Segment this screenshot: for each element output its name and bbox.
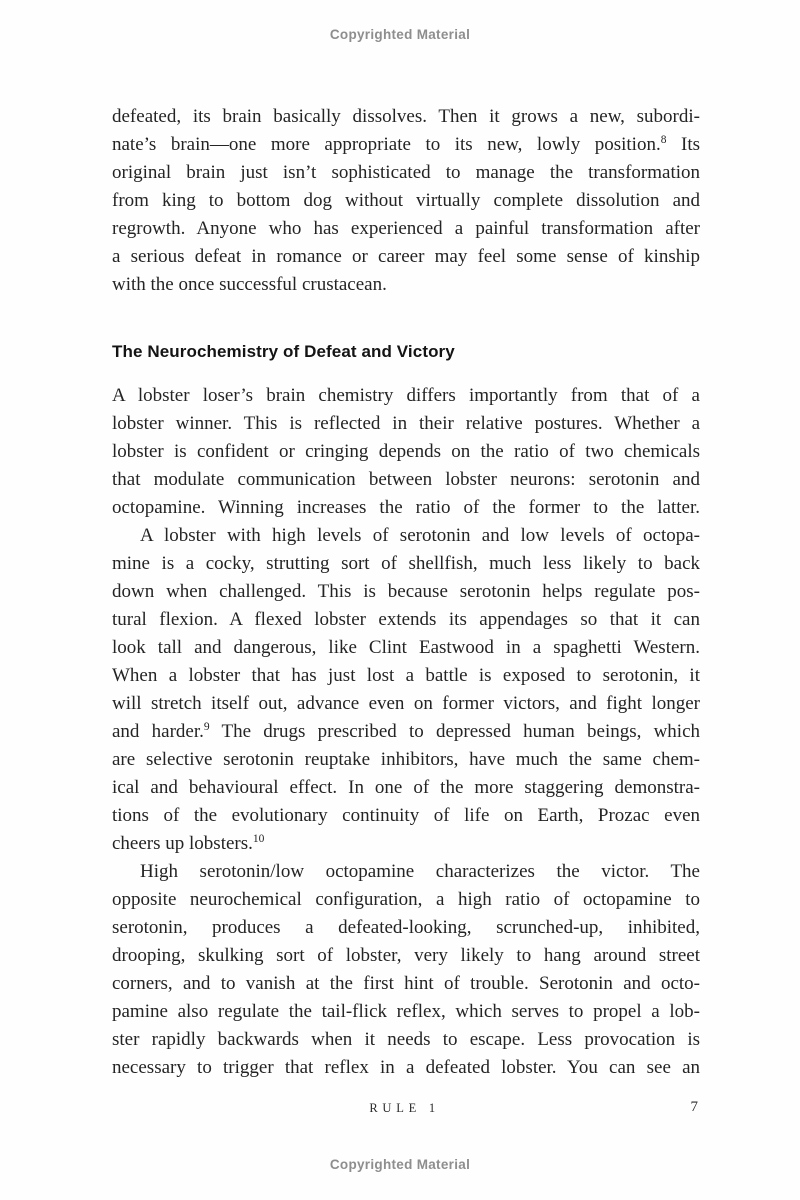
text-line: regrowth. Anyone who has experienced a painful transformation after bbox=[112, 218, 700, 239]
text-line: original brain just isn’t sophisticated to manage the transformation bbox=[112, 162, 700, 183]
footnote-ref: 8 bbox=[660, 134, 667, 146]
copyright-notice-bottom: Copyrighted Material bbox=[329, 1157, 471, 1172]
footnote-ref: 10 bbox=[252, 833, 265, 845]
section-heading: The Neurochemistry of Defeat and Victory bbox=[112, 342, 455, 361]
text-line: tions of the evolutionary continuity of life on Earth, Prozac even bbox=[112, 805, 700, 826]
text-line: tural flexion. A flexed lobster extends its appendages so that it can bbox=[112, 609, 700, 630]
text-line: look tall and dangerous, like Clint Eastwood in a spaghetti Western. bbox=[112, 637, 700, 658]
text-line: A lobster with high levels of serotonin and low levels of octopa- bbox=[140, 525, 700, 546]
text-line: and harder.$^9$ The drugs prescribed to depressed human beings, which bbox=[112, 721, 701, 742]
text-line: down when challenged. This is because serotonin helps regulate pos- bbox=[112, 581, 700, 602]
text-line: nate’s brain—one more appropriate to its new, lowly position.$^8$ Its bbox=[112, 134, 700, 155]
footnote-ref: 9 bbox=[203, 721, 210, 733]
text-line: lobster is confident or cringing depends on the ratio of two chemicals bbox=[112, 441, 700, 462]
text-line: will stretch itself out, advance even on former victors, and fight longer bbox=[112, 693, 700, 714]
text-line: drooping, skulking sort of lobster, very likely to hang around street bbox=[112, 945, 700, 966]
copyright-notice-top: Copyrighted Material bbox=[329, 27, 471, 42]
text-line: A lobster loser’s brain chemistry differs importantly from that of a bbox=[112, 385, 700, 406]
text-line: High serotonin/low octopamine characterizes the victor. The bbox=[140, 861, 700, 882]
text-line: a serious defeat in romance or career may feel some sense of kinship bbox=[112, 246, 700, 267]
text-line: pamine also regulate the tail-flick reflex, which serves to propel a lob- bbox=[112, 1001, 700, 1022]
text-line: that modulate communication between lobster neurons: serotonin and bbox=[112, 469, 700, 490]
paragraph bbox=[112, 522, 700, 858]
page-number: 7 bbox=[690, 1099, 698, 1115]
text-line: cheers up lobsters.$^{10}$ bbox=[112, 833, 265, 854]
text-line: mine is a cocky, strutting sort of shellfish, much less likely to back bbox=[112, 553, 700, 574]
text-line: necessary to trigger that reflex in a defeated lobster. You can see an bbox=[112, 1057, 700, 1078]
text-line: with the once successful crustacean. bbox=[112, 274, 387, 295]
text-line: serotonin, produces a defeated-looking, scrunched-up, inhibited, bbox=[112, 917, 700, 938]
paragraph bbox=[112, 858, 700, 1082]
text-column bbox=[112, 103, 700, 1082]
text-line: ster rapidly backwards when it needs to escape. Less provocation is bbox=[112, 1029, 700, 1050]
text-line: opposite neurochemical configuration, a high ratio of octopamine to bbox=[112, 889, 700, 910]
text-line: from king to bottom dog without virtually complete dissolution and bbox=[112, 190, 700, 211]
text-line: When a lobster that has just lost a battle is exposed to serotonin, it bbox=[112, 665, 700, 686]
text-line: defeated, its brain basically dissolves. Then it grows a new, subordi- bbox=[112, 106, 700, 127]
paragraph bbox=[112, 382, 700, 522]
text-line: are selective serotonin reuptake inhibitors, have much the same chem- bbox=[112, 749, 700, 770]
paragraph bbox=[112, 103, 700, 299]
page-footer bbox=[112, 1101, 700, 1121]
running-head: RULE 1 bbox=[369, 1101, 440, 1115]
text-line: lobster winner. This is reflected in their relative postures. Whether a bbox=[112, 413, 700, 434]
text-line: corners, and to vanish at the first hint of trouble. Serotonin and octo- bbox=[112, 973, 700, 994]
text-line: ical and behavioural effect. In one of the more staggering demonstra- bbox=[112, 777, 700, 798]
text-line: octopamine. Winning increases the ratio of the former to the latter. bbox=[112, 497, 700, 518]
